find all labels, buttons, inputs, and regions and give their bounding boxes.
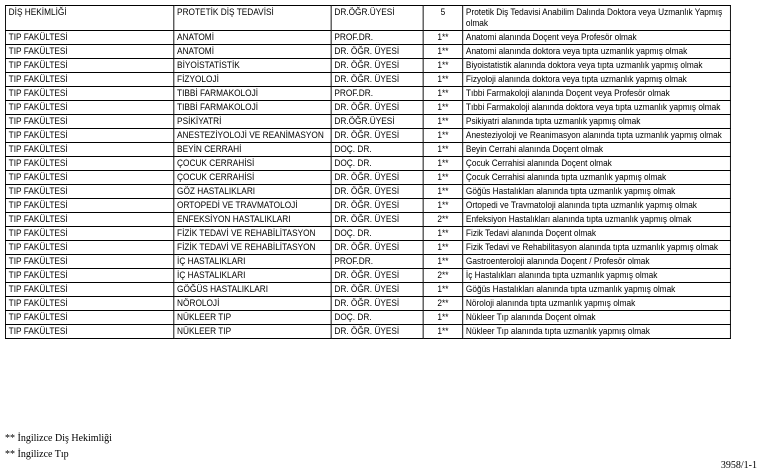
count-cell: 1**	[423, 143, 463, 157]
table-row	[5, 241, 730, 255]
faculty-cell: TIP FAKÜLTESİ	[5, 213, 173, 227]
faculty-cell: TIP FAKÜLTESİ	[5, 297, 173, 311]
requirement-cell: İç Hastalıkları alanında tıpta uzmanlık yapmış olmak	[463, 269, 731, 283]
count-cell: 2**	[423, 297, 463, 311]
table-body	[5, 6, 730, 339]
table-row	[5, 269, 730, 283]
requirement-cell: Anesteziyoloji ve Reanimasyon alanında tıpta uzmanlık yapmış olmak	[463, 129, 731, 143]
faculty-cell: TIP FAKÜLTESİ	[5, 241, 173, 255]
faculty-cell: TIP FAKÜLTESİ	[5, 199, 173, 213]
faculty-cell: TIP FAKÜLTESİ	[5, 157, 173, 171]
department-cell: FİZİK TEDAVİ VE REHABİLİTASYON	[174, 241, 331, 255]
department-cell: GÖZ HASTALIKLARI	[174, 185, 331, 199]
table-row	[5, 73, 730, 87]
faculty-cell: TIP FAKÜLTESİ	[5, 59, 173, 73]
department-cell: NÜKLEER TIP	[174, 311, 331, 325]
title-cell: DR. ÖĞR. ÜYESİ	[331, 59, 423, 73]
count-cell: 1**	[423, 87, 463, 101]
table-row	[5, 297, 730, 311]
count-cell: 1**	[423, 59, 463, 73]
department-cell: FİZYOLOJİ	[174, 73, 331, 87]
department-cell: BEYİN CERRAHİ	[174, 143, 331, 157]
department-cell: ANATOMİ	[174, 45, 331, 59]
table-row	[5, 325, 730, 339]
requirement-cell: Anatomi alanında Doçent veya Profesör olmak	[463, 31, 731, 45]
table-row	[5, 171, 730, 185]
table-row	[5, 157, 730, 171]
department-cell: PSİKİYATRİ	[174, 115, 331, 129]
faculty-cell: TIP FAKÜLTESİ	[5, 255, 173, 269]
title-cell: DR. ÖĞR. ÜYESİ	[331, 171, 423, 185]
staff-positions-table	[5, 5, 731, 339]
count-cell: 2**	[423, 269, 463, 283]
table-row	[5, 199, 730, 213]
count-cell: 5	[423, 6, 463, 31]
count-cell: 1**	[423, 129, 463, 143]
requirement-cell: Biyoistatistik alanında doktora veya tıpta uzmanlık yapmış olmak	[463, 59, 731, 73]
requirement-cell: Enfeksiyon Hastalıkları alanında tıpta uzmanlık yapmış olmak	[463, 213, 731, 227]
faculty-cell: TIP FAKÜLTESİ	[5, 73, 173, 87]
department-cell: ANATOMİ	[174, 31, 331, 45]
table-row	[5, 87, 730, 101]
table-row	[5, 31, 730, 45]
department-cell: GÖĞÜS HASTALIKLARI	[174, 283, 331, 297]
table-row	[5, 227, 730, 241]
department-cell: TIBBİ FARMAKOLOJİ	[174, 87, 331, 101]
title-cell: DR.ÖĞR.ÜYESİ	[331, 115, 423, 129]
department-cell: NÜKLEER TIP	[174, 325, 331, 339]
requirement-cell: Fizik Tedavi ve Rehabilitasyon alanında tıpta uzmanlık yapmış olmak	[463, 241, 731, 255]
title-cell: DR. ÖĞR. ÜYESİ	[331, 101, 423, 115]
department-cell: ÇOCUK CERRAHİSİ	[174, 157, 331, 171]
requirement-cell: Protetik Diş Tedavisi Anabilim Dalında Doktora veya Uzmanlık Yapmış olmak	[463, 6, 731, 31]
title-cell: PROF.DR.	[331, 87, 423, 101]
count-cell: 1**	[423, 255, 463, 269]
table-row	[5, 143, 730, 157]
requirement-cell: Beyin Cerrahi alanında Doçent olmak	[463, 143, 731, 157]
count-cell: 1**	[423, 73, 463, 87]
requirement-cell: Gastroenteroloji alanında Doçent / Profesör olmak	[463, 255, 731, 269]
count-cell: 1**	[423, 171, 463, 185]
table-row	[5, 59, 730, 73]
title-cell: DR. ÖĞR. ÜYESİ	[331, 297, 423, 311]
footnotes	[5, 431, 112, 463]
table-row	[5, 6, 730, 31]
faculty-cell: TIP FAKÜLTESİ	[5, 45, 173, 59]
table-row	[5, 115, 730, 129]
department-cell: İÇ HASTALIKLARI	[174, 269, 331, 283]
count-cell: 1**	[423, 45, 463, 59]
count-cell: 1**	[423, 283, 463, 297]
requirement-cell: Çocuk Cerrahisi alanında tıpta uzmanlık yapmış olmak	[463, 171, 731, 185]
title-cell: DR. ÖĞR. ÜYESİ	[331, 269, 423, 283]
requirement-cell: Ortopedi ve Travmatoloji alanında tıpta uzmanlık yapmış olmak	[463, 199, 731, 213]
faculty-cell: TIP FAKÜLTESİ	[5, 311, 173, 325]
table-row	[5, 45, 730, 59]
title-cell: DR. ÖĞR. ÜYESİ	[331, 73, 423, 87]
requirement-cell: Göğüs Hastalıkları alanında tıpta uzmanlık yapmış olmak	[463, 185, 731, 199]
requirement-cell: Fizik Tedavi alanında Doçent olmak	[463, 227, 731, 241]
department-cell: BİYOİSTATİSTİK	[174, 59, 331, 73]
title-cell: PROF.DR.	[331, 31, 423, 45]
count-cell: 1**	[423, 241, 463, 255]
faculty-cell: DİŞ HEKİMLİĞİ	[5, 6, 173, 31]
department-cell: NÖROLOJİ	[174, 297, 331, 311]
title-cell: DR. ÖĞR. ÜYESİ	[331, 185, 423, 199]
requirement-cell: Çocuk Cerrahisi alanında Doçent olmak	[463, 157, 731, 171]
count-cell: 1**	[423, 185, 463, 199]
faculty-cell: TIP FAKÜLTESİ	[5, 283, 173, 297]
table-row	[5, 129, 730, 143]
title-cell: DOÇ. DR.	[331, 227, 423, 241]
department-cell: ÇOCUK CERRAHİSİ	[174, 171, 331, 185]
title-cell: DOÇ. DR.	[331, 143, 423, 157]
department-cell: FİZİK TEDAVİ VE REHABİLİTASYON	[174, 227, 331, 241]
title-cell: DOÇ. DR.	[331, 157, 423, 171]
count-cell: 1**	[423, 311, 463, 325]
title-cell: DR. ÖĞR. ÜYESİ	[331, 325, 423, 339]
department-cell: PROTETİK DİŞ TEDAVİSİ	[174, 6, 331, 31]
faculty-cell: TIP FAKÜLTESİ	[5, 101, 173, 115]
department-cell: ENFEKSİYON HASTALIKLARI	[174, 213, 331, 227]
requirement-cell: Psikiyatri alanında tıpta uzmanlık yapmış olmak	[463, 115, 731, 129]
requirement-cell: Tıbbi Farmakoloji alanında doktora veya tıpta uzmanlık yapmış olmak	[463, 101, 731, 115]
department-cell: ORTOPEDİ VE TRAVMATOLOJİ	[174, 199, 331, 213]
table-row	[5, 101, 730, 115]
title-cell: DR.ÖĞR.ÜYESİ	[331, 6, 423, 31]
requirement-cell: Anatomi alanında doktora veya tıpta uzmanlık yapmış olmak	[463, 45, 731, 59]
count-cell: 1**	[423, 157, 463, 171]
table-row	[5, 283, 730, 297]
page-code: 3958/1-1	[720, 460, 757, 471]
title-cell: PROF.DR.	[331, 255, 423, 269]
faculty-cell: TIP FAKÜLTESİ	[5, 87, 173, 101]
requirement-cell: Fizyoloji alanında doktora veya tıpta uzmanlık yapmış olmak	[463, 73, 731, 87]
footnote: ** İngilizce Diş Hekimliği	[5, 433, 112, 444]
faculty-cell: TIP FAKÜLTESİ	[5, 171, 173, 185]
title-cell: DR. ÖĞR. ÜYESİ	[331, 199, 423, 213]
faculty-cell: TIP FAKÜLTESİ	[5, 185, 173, 199]
department-cell: ANESTEZİYOLOJİ VE REANİMASYON	[174, 129, 331, 143]
title-cell: DOÇ. DR.	[331, 311, 423, 325]
requirement-cell: Göğüs Hastalıkları alanında tıpta uzmanlık yapmış olmak	[463, 283, 731, 297]
faculty-cell: TIP FAKÜLTESİ	[5, 269, 173, 283]
count-cell: 2**	[423, 213, 463, 227]
count-cell: 1**	[423, 115, 463, 129]
title-cell: DR. ÖĞR. ÜYESİ	[331, 45, 423, 59]
title-cell: DR. ÖĞR. ÜYESİ	[331, 129, 423, 143]
department-cell: İÇ HASTALIKLARI	[174, 255, 331, 269]
requirement-cell: Nükleer Tıp alanında tıpta uzmanlık yapmış olmak	[463, 325, 731, 339]
faculty-cell: TIP FAKÜLTESİ	[5, 115, 173, 129]
faculty-cell: TIP FAKÜLTESİ	[5, 227, 173, 241]
count-cell: 1**	[423, 199, 463, 213]
count-cell: 1**	[423, 227, 463, 241]
department-cell: TIBBİ FARMAKOLOJİ	[174, 101, 331, 115]
title-cell: DR. ÖĞR. ÜYESİ	[331, 283, 423, 297]
title-cell: DR. ÖĞR. ÜYESİ	[331, 241, 423, 255]
faculty-cell: TIP FAKÜLTESİ	[5, 143, 173, 157]
count-cell: 1**	[423, 101, 463, 115]
requirement-cell: Tıbbi Farmakoloji alanında Doçent veya Profesör olmak	[463, 87, 731, 101]
footnote: ** İngilizce Tıp	[5, 449, 69, 460]
requirement-cell: Nöroloji alanında tıpta uzmanlık yapmış olmak	[463, 297, 731, 311]
count-cell: 1**	[423, 325, 463, 339]
table-row	[5, 213, 730, 227]
faculty-cell: TIP FAKÜLTESİ	[5, 129, 173, 143]
table-row	[5, 311, 730, 325]
faculty-cell: TIP FAKÜLTESİ	[5, 31, 173, 45]
table-row	[5, 255, 730, 269]
requirement-cell: Nükleer Tıp alanında Doçent olmak	[463, 311, 731, 325]
table-row	[5, 185, 730, 199]
title-cell: DR. ÖĞR. ÜYESİ	[331, 213, 423, 227]
faculty-cell: TIP FAKÜLTESİ	[5, 325, 173, 339]
count-cell: 1**	[423, 31, 463, 45]
